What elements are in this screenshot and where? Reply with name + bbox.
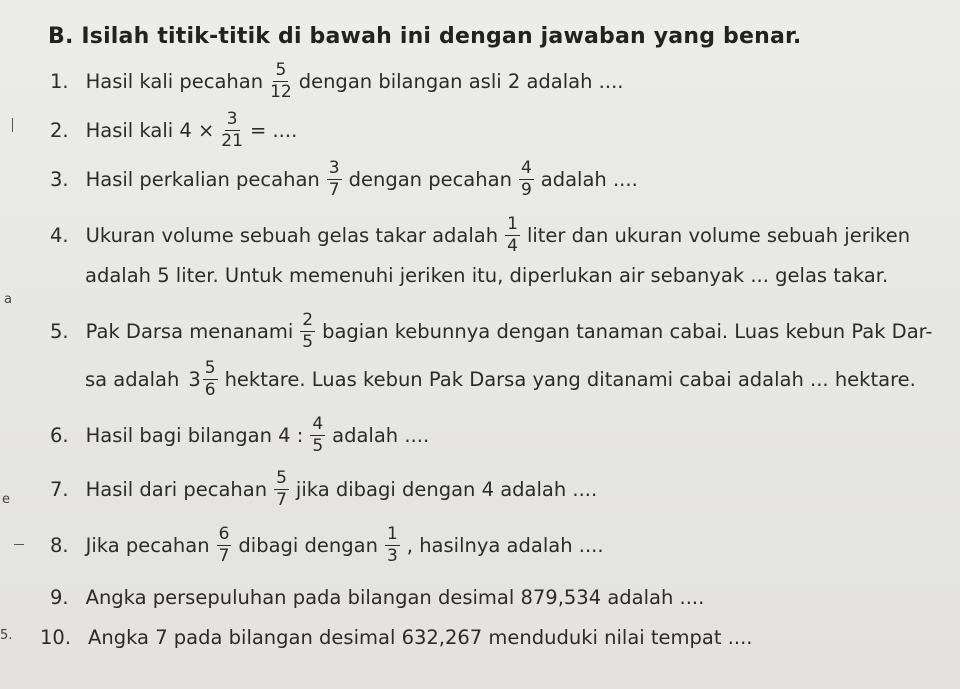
question-8 (50, 526, 607, 565)
margin-mark-a: a (4, 292, 12, 307)
margin-mark-e: e (2, 492, 10, 507)
fraction-denominator: 3 (386, 546, 398, 566)
fraction (221, 111, 243, 150)
fraction-denominator: 5 (302, 332, 314, 352)
question-text: sa adalah (85, 368, 180, 391)
question-text: Hasil perkalian pecahan (85, 168, 320, 191)
question-2 (50, 111, 300, 150)
fraction-numerator: 3 (328, 158, 340, 178)
fraction-numerator: 6 (218, 524, 230, 544)
question-1 (50, 62, 626, 101)
question-5 (50, 312, 935, 351)
fraction-denominator: 7 (328, 180, 340, 200)
question-5-continuation (82, 360, 919, 399)
fraction-denominator: 7 (218, 546, 230, 566)
question-number: 6. (50, 424, 69, 447)
question-4-continuation (82, 264, 891, 287)
fraction-denominator: 6 (204, 380, 216, 400)
fraction-numerator: 2 (302, 310, 314, 330)
fraction-denominator: 12 (270, 82, 292, 102)
question-6 (50, 416, 432, 455)
question-10 (40, 626, 756, 649)
question-number: 4. (50, 224, 69, 247)
question-text: , hasilnya adalah .... (406, 534, 604, 557)
fraction-numerator: 5 (276, 468, 287, 488)
fraction (310, 416, 325, 455)
fraction-numerator: 1 (386, 524, 398, 544)
fraction-denominator: 9 (520, 180, 532, 200)
fraction (327, 160, 342, 199)
question-text: = .... (249, 119, 298, 142)
question-text: liter dan ukuran volume sebuah jeriken (526, 224, 911, 247)
question-number: 8. (50, 534, 69, 557)
fraction-numerator: 5 (204, 358, 216, 378)
question-number: 1. (50, 70, 69, 93)
question-text: bagian kebunnya dengan tanaman cabai. Luas kebun Pak Dar- (322, 320, 933, 343)
question-number: 5. (50, 320, 69, 343)
question-text: Hasil kali 4 × (85, 119, 215, 142)
question-number: 10. (40, 626, 72, 649)
margin-tick-2 (14, 544, 24, 545)
fraction (385, 526, 400, 565)
fraction-denominator: 7 (276, 490, 287, 510)
mixed-whole: 3 (188, 368, 201, 391)
question-text: hektare. Luas kebun Pak Darsa yang ditanami cabai adalah ... hektare. (224, 368, 916, 391)
fraction (519, 160, 534, 199)
fraction (270, 62, 292, 101)
margin-mark-5: 5. (0, 628, 13, 643)
fraction-denominator: 21 (221, 131, 243, 151)
question-number: 7. (50, 478, 69, 501)
fraction (203, 360, 218, 399)
question-text: Angka 7 pada bilangan desimal 632,267 menduduki nilai tempat .... (88, 626, 753, 649)
question-7 (50, 470, 600, 509)
question-9 (50, 586, 707, 609)
question-text: dengan pecahan (348, 168, 512, 191)
question-text: Hasil bagi bilangan 4 : (85, 424, 304, 447)
fraction-numerator: 1 (507, 214, 518, 234)
fraction (505, 216, 520, 255)
question-text: Pak Darsa menanami (85, 320, 294, 343)
margin-tick (12, 118, 13, 132)
question-text: Angka persepuluhan pada bilangan desimal 879,534 adalah .... (85, 586, 705, 609)
question-text: Ukuran volume sebuah gelas takar adalah (85, 224, 499, 247)
question-number: 2. (50, 119, 69, 142)
fraction-denominator: 5 (312, 436, 324, 456)
question-text: adalah 5 liter. Untuk memenuhi jeriken itu, diperlukan air sebanyak ... gelas takar. (85, 264, 889, 287)
question-number: 9. (50, 586, 69, 609)
question-text: Hasil dari pecahan (85, 478, 268, 501)
fraction (217, 526, 232, 565)
question-number: 3. (50, 168, 69, 191)
question-text: dengan bilangan asli 2 adalah .... (298, 70, 624, 93)
question-4 (50, 216, 913, 255)
question-text: adalah .... (540, 168, 638, 191)
mixed-number (188, 360, 221, 399)
fraction-numerator: 4 (312, 414, 324, 434)
question-text: adalah .... (332, 424, 430, 447)
question-text: dibagi dengan (238, 534, 378, 557)
fraction-denominator: 4 (507, 236, 518, 256)
fraction-numerator: 3 (226, 109, 238, 129)
fraction-numerator: 5 (275, 60, 287, 80)
fraction-numerator: 4 (520, 158, 532, 178)
fraction (300, 312, 315, 351)
fraction (274, 470, 289, 509)
question-text: Hasil kali pecahan (85, 70, 264, 93)
question-3 (50, 160, 641, 199)
question-text: jika dibagi dengan 4 adalah .... (295, 478, 598, 501)
question-text: Jika pecahan (85, 534, 210, 557)
section-heading: B. Isilah titik-titik di bawah ini dengan jawaban yang benar. (48, 24, 802, 49)
